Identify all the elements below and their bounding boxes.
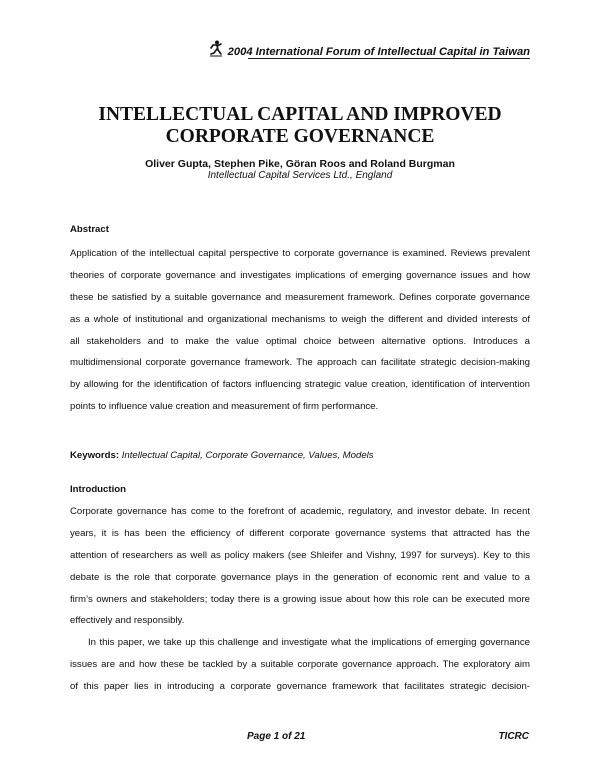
introduction-body: [70, 501, 530, 698]
text-line: these be satisfied by a suitable governance and measurement framework. Defines corporate governance: [70, 291, 530, 303]
text-line: Application of the intellectual capital perspective to corporate governance is examined. Reviews prevalent: [70, 248, 530, 259]
title-line: INTELLECTUAL CAPITAL AND IMPROVED: [98, 104, 502, 125]
header-rule: [248, 58, 530, 59]
authors: Oliver Gupta, Stephen Pike, Göran Roos and Roland Burgman: [145, 158, 455, 170]
text-line: effectively and responsibly.: [70, 615, 185, 627]
keywords-label: Keywords:: [70, 450, 120, 461]
section-heading: Abstract: [70, 224, 109, 235]
running-figure-icon: [209, 40, 223, 58]
page-number: Page 1 of 21: [247, 731, 306, 742]
keywords-text: Intellectual Capital, Corporate Governance, Values, Models: [121, 450, 374, 461]
conference-title: 2004 International Forum of Intellectual Capital in Taiwan: [227, 46, 530, 58]
conference-header: [209, 36, 530, 58]
text-line: of this paper lies in introducing a corporate governance framework that facilitates strategic decision-: [70, 681, 530, 693]
text-line: attention of researchers as well as policy makers (see Shleifer and Vishny, 1997 for surveys). Key to this: [70, 549, 530, 561]
text-line: by allowing for the identification of factors influencing strategic value creation, identification of intervention: [70, 379, 530, 391]
affiliation: Intellectual Capital Services Ltd., England: [207, 170, 393, 181]
text-line: In this paper, we take up this challenge and investigate what the implications of emerging governance: [88, 637, 530, 649]
text-line: multidimensional corporate governance framework. The approach can facilitate strategic decision-making: [70, 357, 530, 369]
footer-org: TICRC: [498, 731, 529, 742]
keywords: [70, 450, 530, 461]
introduction-heading: [70, 484, 530, 495]
text-line: points to influence value creation and measurement of firm performance.: [70, 401, 379, 413]
section-heading: Introduction: [70, 484, 126, 495]
text-line: years, it is has been the efficiency of different corporate governance systems that attracted has the: [70, 527, 530, 539]
text-line: all stakeholders and to make the value optimal choice between alternative options. Introduces a: [70, 335, 530, 347]
text-line: Corporate governance has come to the forefront of academic, regulatory, and investor debate. In recent: [70, 506, 530, 517]
title-line: CORPORATE GOVERNANCE: [165, 126, 435, 147]
text-line: as a whole of institutional and organizational mechanisms to weigh the different and divided interests of: [70, 313, 530, 325]
text-line: theories of corporate governance and investigates implications of emerging governance issues and how: [70, 269, 530, 281]
text-line: debate is the role that corporate governance plays in the generation of economic rent and value to a: [70, 571, 530, 583]
abstract-heading: [70, 224, 530, 235]
paper-title: [40, 104, 560, 148]
text-line: firm’s owners and stakeholders; today there is a growing issue about how this role can be executed more: [70, 593, 530, 605]
text-line: issues are and how these be tackled by a suitable corporate governance approach. The exploratory aim: [70, 659, 530, 671]
abstract-body: [70, 243, 530, 418]
